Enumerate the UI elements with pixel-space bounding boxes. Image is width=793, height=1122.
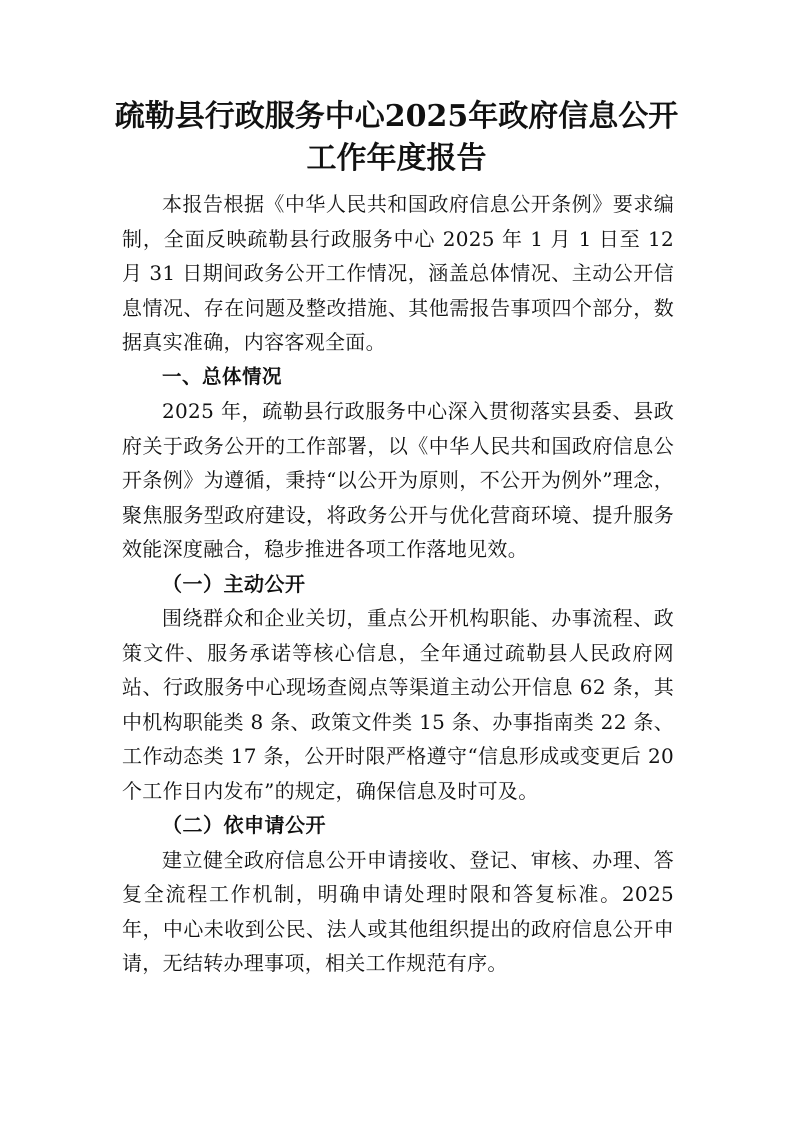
document-body — [122, 187, 674, 981]
document-title-line-2: 工作年度报告 — [306, 141, 487, 176]
subsection-heading-proactive: （一）主动公开 — [162, 571, 306, 596]
overall-paragraph: 2025 年，疏勒县行政服务中心深入贯彻落实县委、县政府关于政务公开的工作部署，以《中华人民共和国政府信息公开条例》为遵循，秉持“以公开为原则，不公开为例外”理念，聚焦服务型政府建设，将政务公开与优化营商环境、提升服务效能深度融合，稳步推进各项工作落地见效。 — [122, 399, 674, 561]
on-request-paragraph: 建立健全政府信息公开申请接收、登记、审核、办理、答复全流程工作机制，明确申请处理时限和答复标准。2025 年，中心未收到公民、法人或其他组织提出的政府信息公开申请，无结转办理事项，相关工作规范有序。 — [122, 847, 674, 975]
subsection-heading-on-request: （二）依申请公开 — [162, 813, 326, 837]
document-title-line-1: 疏勒县行政服务中心2025年政府信息公开 — [114, 99, 679, 134]
section-heading-overall: 一、总体情况 — [162, 364, 283, 388]
intro-paragraph: 本报告根据《中华人民共和国政府信息公开条例》要求编制，全面反映疏勒县行政服务中心 2025 年 1 月 1 日至 12 月 31 日期间政务公开工作情况，涵盖总体情况、主动公开信息情况、存在问题及整改措施、其他需报告事项四个部分，数据真实准确，内容客观全面。 — [122, 192, 674, 354]
proactive-paragraph: 围绕群众和企业关切，重点公开机构职能、办事流程、政策文件、服务承诺等核心信息，全年通过疏勒县人民政府网站、行政服务中心现场查阅点等渠道主动公开信息 62 条，其中机构职能类 8 条、政策文件类 15 条、办事指南类 22 条、工作动态类 17 条，公开时限严格遵守“信息形成或变更后 20 个工作日内发布”的规定，确保信息及时可及。 — [122, 606, 674, 803]
